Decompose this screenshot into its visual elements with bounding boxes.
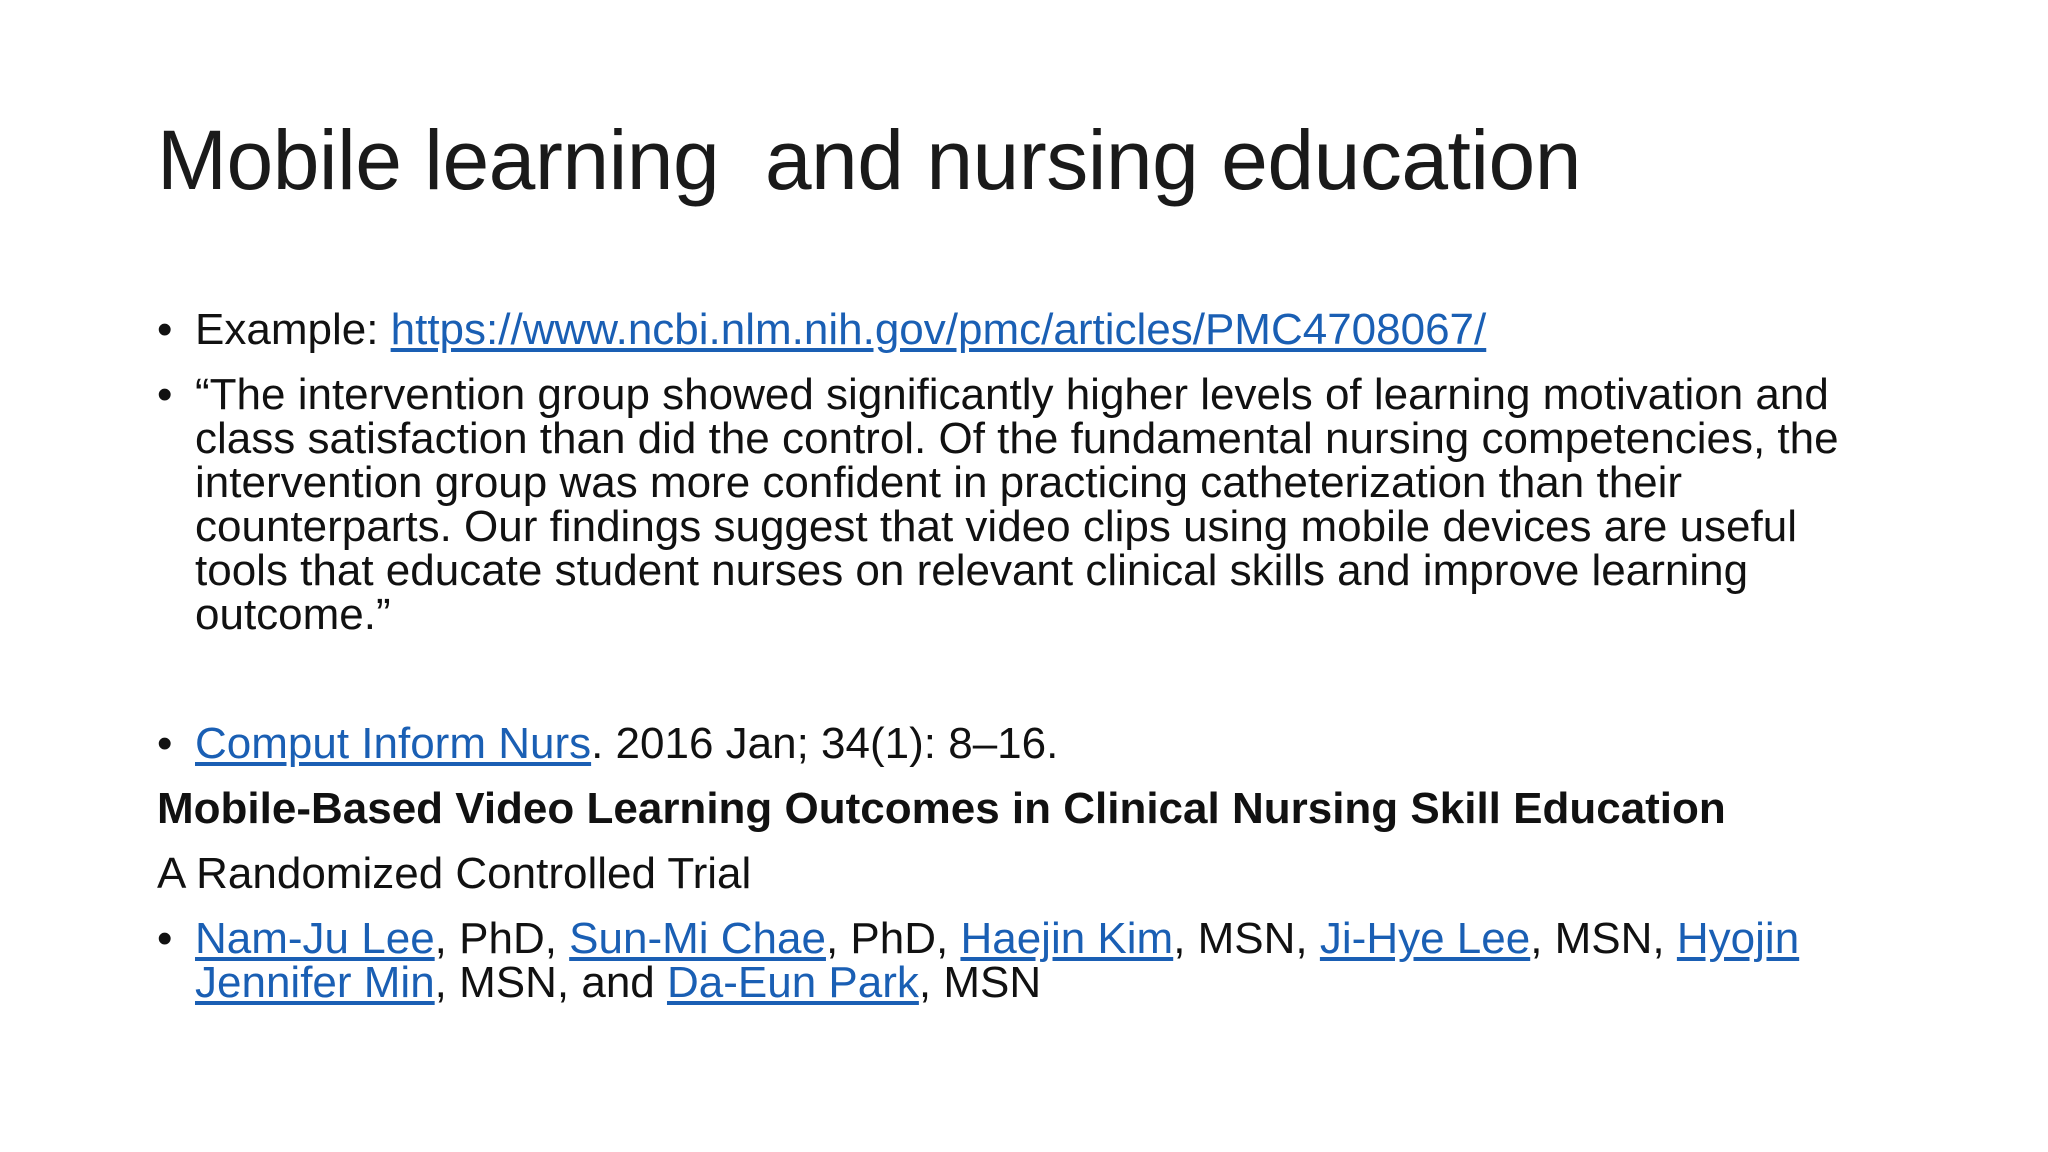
quote-bullet	[157, 370, 1897, 639]
author-link[interactable]: Ji-Hye Lee	[1319, 914, 1531, 963]
author-separator: , MSN, and	[434, 958, 667, 1007]
citation-bullet	[157, 719, 1897, 768]
example-bullet	[157, 305, 1897, 354]
author-separator: , MSN,	[1173, 914, 1320, 963]
example-url-link[interactable]: https://www.ncbi.nlm.nih.gov/pmc/articles/PMC4708067/	[390, 305, 1487, 354]
author-link[interactable]: Sun-Mi Chae	[569, 914, 826, 963]
authors-bullet	[157, 914, 1897, 1007]
author-link[interactable]: Nam-Ju Lee	[195, 914, 435, 963]
author-link[interactable]: Hyojin Jennifer Min	[195, 914, 1800, 1007]
citation-details: . 2016 Jan; 34(1): 8–16.	[591, 719, 1059, 768]
author-separator: , MSN	[918, 958, 1042, 1007]
author-link[interactable]: Haejin Kim	[960, 914, 1174, 963]
author-separator: , MSN,	[1530, 914, 1677, 963]
quote-text: “The intervention group showed significantly higher levels of learning motivation and class satisfaction than did the control. Of the fundamental nursing competencies, the intervention group was more confident in practicing catheterization than their counterparts. Our findings suggest that video clips using mobile devices are useful tools that educate student nurses on relevant clinical skills and improve learning outcome.”	[195, 370, 1839, 639]
article-subtitle: A Randomized Controlled Trial	[157, 849, 752, 898]
author-separator: , PhD,	[825, 914, 961, 963]
example-label: Example:	[195, 305, 391, 354]
slide-body	[157, 300, 1897, 1005]
author-link[interactable]: Da-Eun Park	[666, 958, 919, 1007]
slide-title: Mobile learning and nursing education	[157, 113, 1581, 207]
article-title: Mobile-Based Video Learning Outcomes in Clinical Nursing Skill Education	[157, 784, 1726, 833]
journal-link[interactable]: Comput Inform Nurs	[195, 719, 592, 768]
author-separator: , PhD,	[434, 914, 570, 963]
